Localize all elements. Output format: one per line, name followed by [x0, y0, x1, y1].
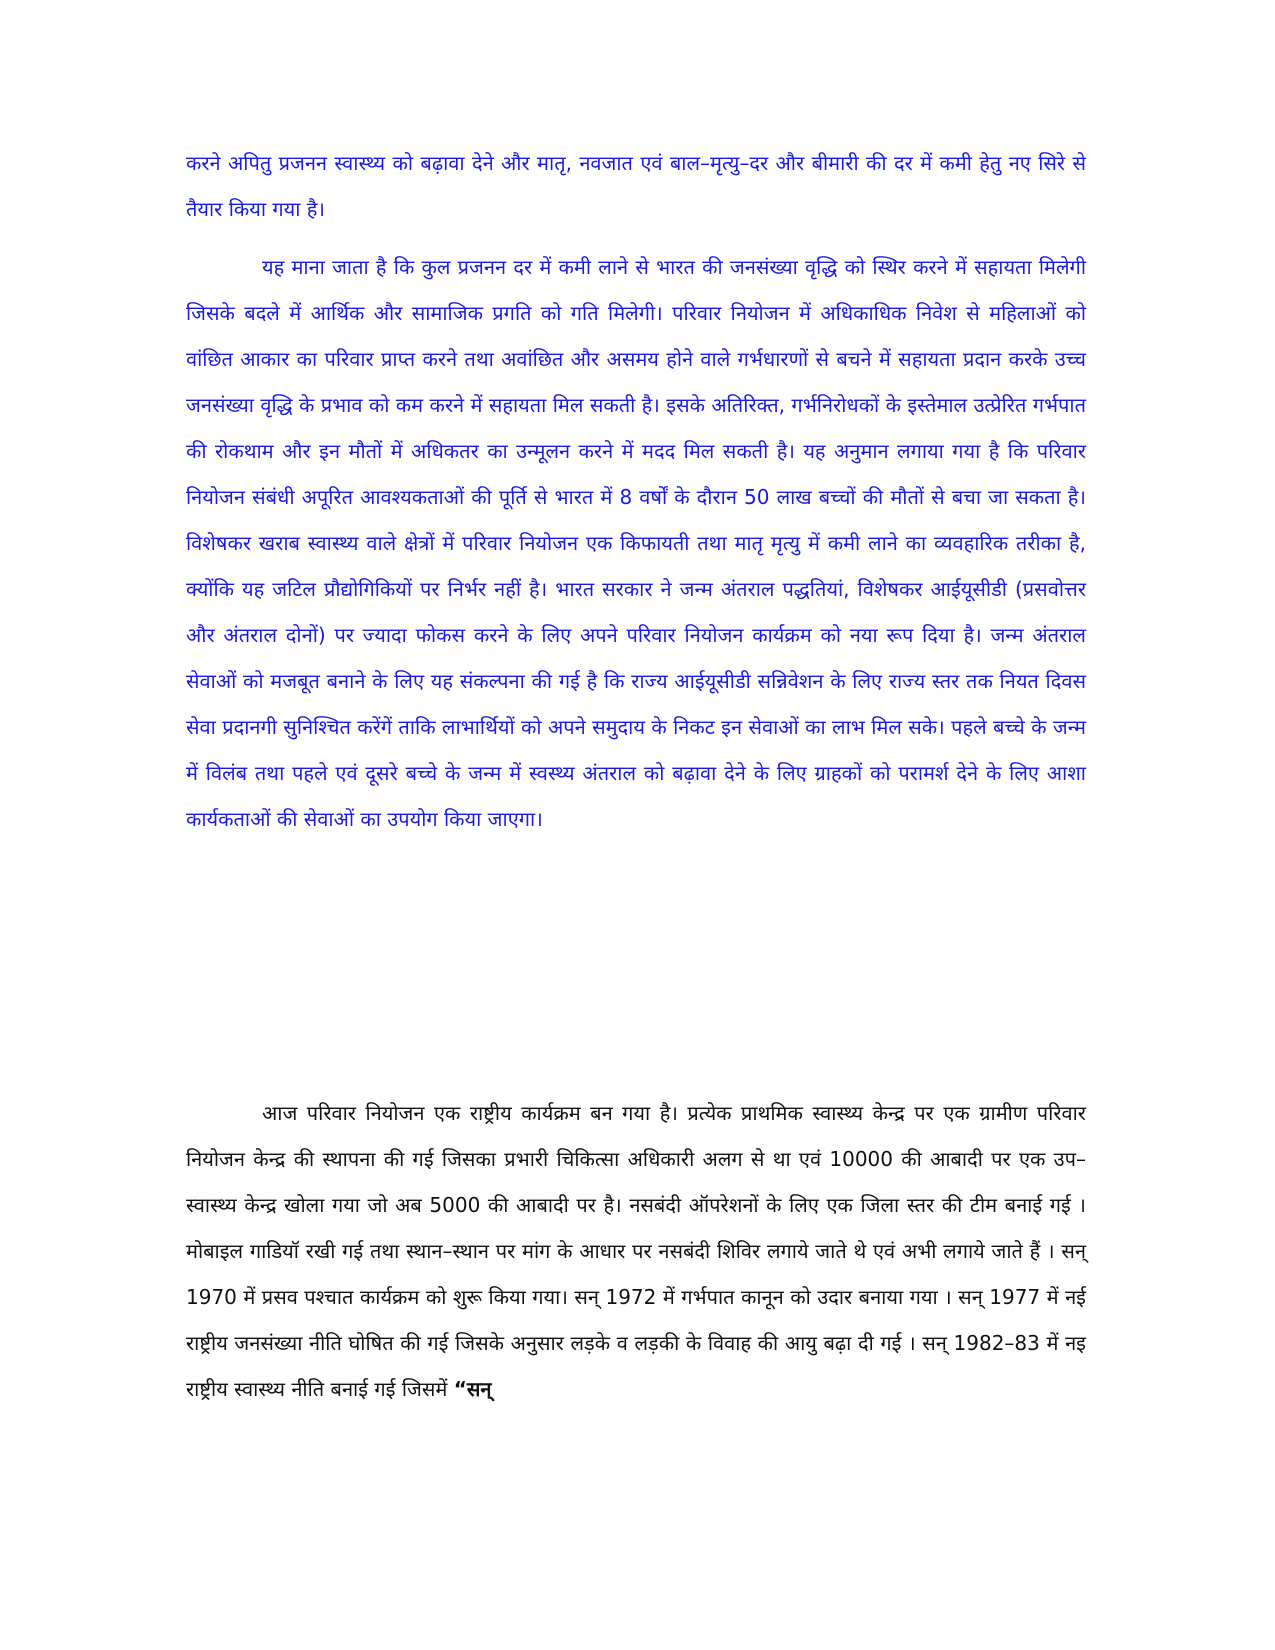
paragraph-continuation: करने अपितु प्रजनन स्वास्थ्य को बढ़ावा देने और मातृ, नवजात एवं बाल–मृत्यु–दर और बीमारी की दर में कमी हेतु नए सिरे से तैयार किया गया है। — [186, 151, 1086, 221]
paragraph-trailing-bold: “सन् — [453, 1377, 492, 1401]
paragraph-family-planning-benefits: यह माना जाता है कि कुल प्रजनन दर में कमी लाने से भारत की जनसंख्या वृद्धि को स्थिर करने में सहायता मिलेगी जिसके बदले में आर्थिक और सामाजिक प्रगति को गति मिलेगी। परिवार नियोजन में अधिकाधिक निवेश से महिलाओं को वांछित आकार का परिवार प्राप्त करने तथा अवांछित और असमय होने वाले गर्भधारणों से बचने में सहायता प्रदान करके उच्च जनसंख्या वृद्धि के प्रभाव को कम करने में सहायता मिल सकती है। इसके अतिरिक्त, गर्भनिरोधकों के इस्तेमाल उत्प्रेरित गर्भपात की रोकथाम और इन मौतों में अधिकतर का उन्मूलन करने में मदद मिल सकती है। यह अनुमान लगाया गया है कि परिवार नियोजन संबंधी अपूरित आवश्यकताओं की पूर्ति से भारत में 8 वर्षों के दौरान 50 लाख बच्चों की मौतों से बचा जा सकता है। विशेषकर खराब स्वास्थ्य वाले क्षेत्रों में परिवार नियोजन एक किफायती तथा मातृ मृत्यु में कमी लाने का व्यवहारिक तरीका है, क्योंकि यह जटिल प्रौद्योगिकियों पर निर्भर नहीं है। भारत सरकार ने जन्म अंतराल पद्धतियां, विशेषकर आईयूसीडी (प्रसवोत्तर और अंतराल दोनों) पर ज्यादा फोकस करने के लिए अपने परिवार नियोजन कार्यक्रम को नया रूप दिया है। जन्म अंतराल सेवाओं को मजबूत बनाने के लिए यह संकल्पना की गई है कि राज्य आईयूसीडी सन्निवेशन के लिए राज्य स्तर तक नियत दिवस सेवा प्रदानगी सुनिश्चित करेंगें ताकि लाभार्थियों को अपने समुदाय के निकट इन सेवाओं का लाभ मिल सके। पहले बच्चे के जन्म में विलंब तथा पहले एवं दूसरे बच्चे के जन्म में स्वस्थ्य अंतराल को बढ़ावा देने के लिए ग्राहकों को परामर्श देने के लिए आशा कार्यकताओं की सेवाओं का उपयोग किया जाएगा। — [186, 255, 1086, 831]
paragraph-national-program-history — [186, 1090, 1086, 1412]
paragraph-national-program-text: आज परिवार नियोजन एक राष्ट्रीय कार्यक्रम बन गया है। प्रत्येक प्राथमिक स्वास्थ्य केन्द्र पर एक ग्रामीण परिवार नियोजन केन्द्र की स्थापना की गई जिसका प्रभारी चिकित्सा अधिकारी अलग से था एवं 10000 की आबादी पर एक उप–स्वास्थ्य केन्द्र खोला गया जो अब 5000 की आबादी पर है। नसबंदी ऑपरेशनों के लिए एक जिला स्तर की टीम बनाई गई । मोबाइल गाडियॉ रखी गई तथा स्थान–स्थान पर मांग के आधार पर नसबंदी शिविर लगाये जाते थे एवं अभी लगाये जाते हैं । सन् 1970 में प्रसव पश्चात कार्यक्रम को शुरू किया गया। सन् 1972 में गर्भपात कानून को उदार बनाया गया । सन् 1977 में नई राष्ट्रीय जनसंख्या नीति घोषित की गई जिसके अनुसार लड़के व लड़की के विवाह की आयु बढ़ा दी गई । सन् 1982–83 में नइ राष्ट्रीय स्वास्थ्य नीति बनाई गई जिसमें — [186, 1101, 1086, 1401]
